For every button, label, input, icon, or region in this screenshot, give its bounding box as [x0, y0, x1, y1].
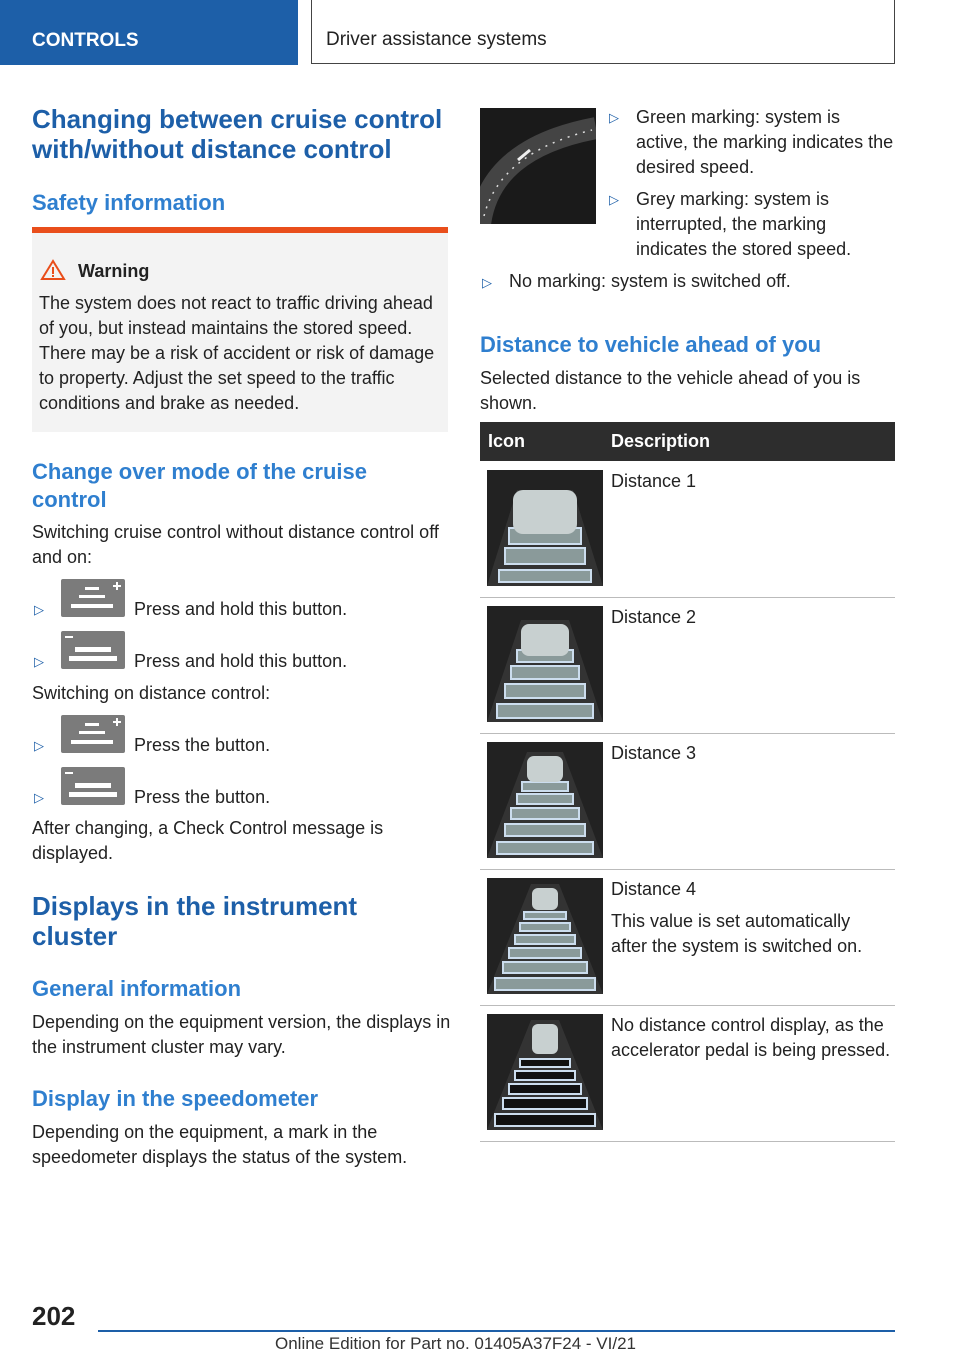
chapter-tab	[311, 0, 895, 64]
page-number: 202	[32, 1301, 76, 1331]
warning-title: Warning	[78, 261, 150, 281]
bullet-triangle-icon: ▷	[609, 192, 619, 207]
table-row	[480, 1005, 895, 1142]
warning-body: The system does not react to traffic driving ahead of you, but instead maintains the stored speed. There may be a risk of accident or risk of damage to property. Adjust the set speed to the traffic conditions and brake as needed.	[39, 293, 435, 413]
footer-divider	[98, 1330, 895, 1332]
list-item: Press the button.	[134, 787, 271, 807]
bullet-triangle-icon: ▷	[609, 110, 619, 125]
speedo-text: Depending on the equipment, a mark in the speedometer displays the status of the system.	[32, 1122, 408, 1167]
speedometer-image	[480, 108, 596, 224]
distance-2-icon	[487, 606, 603, 722]
bullet-triangle-icon: ▷	[34, 602, 44, 617]
table-row	[480, 597, 895, 734]
warning-icon	[40, 259, 66, 281]
section-label: CONTROLS	[32, 30, 139, 51]
switch-on-intro: Switching on distance control:	[32, 683, 271, 703]
switch-off-intro: Switching cruise control without distance control off and on:	[32, 522, 439, 567]
row-desc: Distance 3	[611, 743, 697, 763]
row-desc: Distance 1	[611, 471, 697, 491]
after-change-text: After changing, a Check Control message is displayed.	[32, 818, 384, 863]
bullet-triangle-icon: ▷	[482, 275, 492, 290]
general-heading: General information	[32, 976, 242, 1001]
displays-heading: Displays in the instrument cluster	[32, 891, 358, 951]
distance-4-icon	[487, 878, 603, 994]
general-text: Depending on the equipment version, the displays in the instrument cluster may vary.	[32, 1012, 451, 1057]
warning-box	[32, 227, 448, 432]
distance-1-icon	[487, 470, 603, 586]
distance-text: Selected distance to the vehicle ahead of you is shown.	[480, 368, 861, 413]
page-title: Changing between cruise control with/without distance control	[32, 104, 443, 164]
list-item: Press and hold this button.	[134, 651, 348, 671]
table-row	[480, 461, 895, 598]
distance-3-icon	[487, 742, 603, 858]
green-marking-text: Green marking: system is active, the marking indicates the desired speed.	[636, 107, 894, 177]
no-distance-control-icon	[487, 1014, 603, 1130]
distance-plus-button-icon	[61, 579, 125, 617]
bullet-triangle-icon: ▷	[34, 790, 44, 805]
grey-marking-text: Grey marking: system is interrupted, the marking indicates the stored speed.	[636, 189, 852, 259]
safety-heading: Safety information	[32, 190, 226, 215]
col-icon-header: Icon	[488, 431, 526, 451]
section-tab	[0, 0, 298, 65]
distance-minus-button-icon	[61, 631, 125, 669]
row-desc: Distance 2	[611, 607, 697, 627]
col-desc-header: Description	[611, 431, 711, 451]
table-header	[480, 422, 895, 461]
bullet-triangle-icon: ▷	[34, 738, 44, 753]
distance-plus-button-icon	[61, 715, 125, 753]
list-item: Press the button.	[134, 735, 271, 755]
changeover-heading: Change over mode of the cruise control	[32, 459, 367, 512]
no-marking-text: No marking: system is switched off.	[509, 271, 791, 291]
bullet-triangle-icon: ▷	[34, 654, 44, 669]
speedo-heading: Display in the speedometer	[32, 1086, 319, 1111]
edition-text: Online Edition for Part no. 01405A37F24 - VI/21	[275, 1334, 637, 1353]
distance-heading: Distance to vehicle ahead of you	[480, 332, 822, 357]
distance-minus-button-icon	[61, 767, 125, 805]
table-row	[480, 733, 895, 870]
list-item: Press and hold this button.	[134, 599, 348, 619]
row-extra: This value is set automatically after the system is switched on.	[611, 911, 863, 956]
left-column	[32, 104, 452, 164]
chapter-label: Driver assistance systems	[326, 29, 547, 50]
row-desc: Distance 4	[611, 879, 697, 899]
table-row	[480, 869, 895, 1006]
row-desc: No distance control display, as the accelerator pedal is being pressed.	[611, 1015, 891, 1060]
